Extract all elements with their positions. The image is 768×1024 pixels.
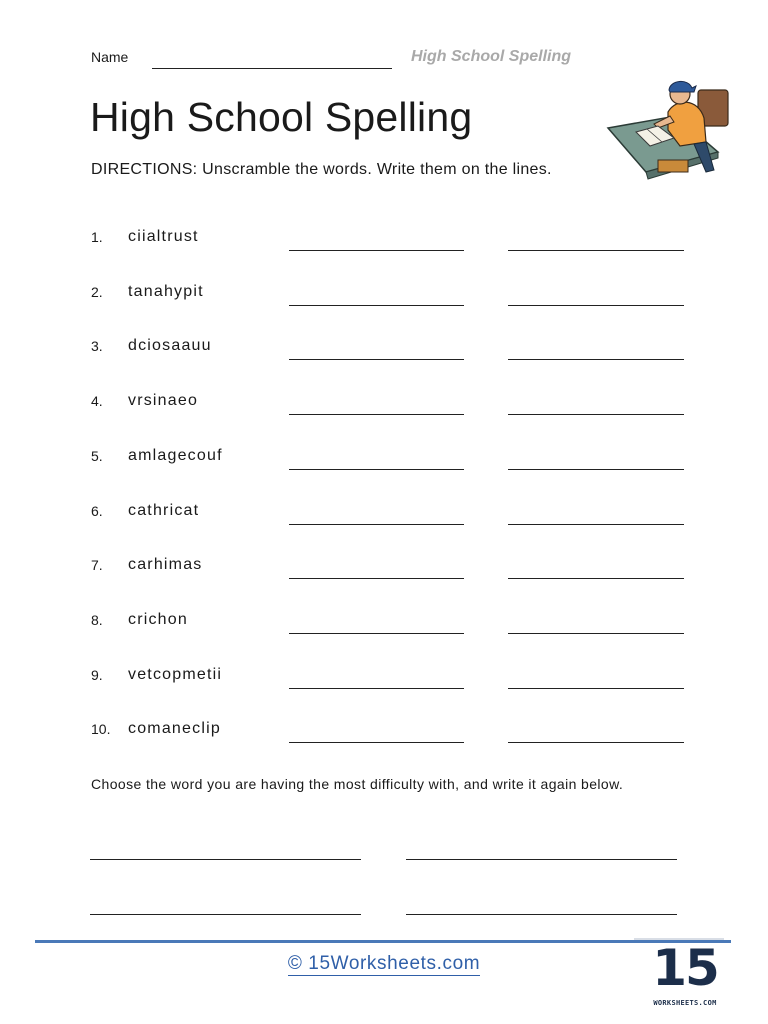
answer-line [289,359,464,360]
scrambled-word: dciosaauu [128,337,212,354]
scrambled-word: vetcopmetii [128,666,223,683]
page-title: High School Spelling [90,94,473,140]
answer-line [508,250,684,251]
answer-line [289,633,464,634]
item-number: 8. [91,612,103,628]
scrambled-word: amlagecouf [128,447,223,464]
list-item [0,667,768,697]
item-number: 4. [91,393,103,409]
list-item [0,503,768,533]
answer-line [508,578,684,579]
item-number: 3. [91,338,103,354]
item-number: 7. [91,557,103,573]
answer-line [508,524,684,525]
directions: DIRECTIONS: Unscramble the words. Write them on the lines. [91,161,552,178]
scrambled-word: cathricat [128,502,200,519]
item-number: 5. [91,448,103,464]
answer-line [508,305,684,306]
list-item [0,448,768,478]
answer-line [90,859,361,860]
answer-line [289,742,464,743]
answer-line [508,359,684,360]
item-number: 9. [91,667,103,683]
answer-line [406,859,677,860]
logo-number: 15 [652,939,718,997]
scrambled-word: ciialtrust [128,228,199,245]
scrambled-word: tanahypit [128,283,204,300]
student-studying-illustration [606,72,734,196]
answer-line [289,305,464,306]
header-tag: High School Spelling [411,48,571,65]
answer-line [508,414,684,415]
item-number: 2. [91,284,103,300]
item-number: 6. [91,503,103,519]
answer-line [508,742,684,743]
answer-line [289,524,464,525]
name-write-line [152,68,392,69]
list-item [0,393,768,423]
list-item [0,338,768,368]
scrambled-word: vrsinaeo [128,392,199,409]
logo-text: WORKSHEETS.COM [653,999,717,1007]
list-item [0,721,768,751]
answer-line [289,414,464,415]
worksheets-logo [646,939,724,1013]
item-number: 10. [91,721,111,737]
scrambled-word: crichon [128,611,188,628]
item-number: 1. [91,229,103,245]
answer-line [289,250,464,251]
scrambled-word: comaneclip [128,720,221,737]
name-label: Name [91,49,129,65]
answer-line [289,688,464,689]
choose-instructions: Choose the word you are having the most difficulty with, and write it again below. [91,776,624,792]
answer-line [508,469,684,470]
scrambled-word: carhimas [128,556,203,573]
answer-line [406,914,677,915]
list-item [0,229,768,259]
answer-line [508,688,684,689]
answer-line [90,914,361,915]
answer-line [289,578,464,579]
list-item [0,284,768,314]
list-item [0,557,768,587]
footer-link[interactable]: © 15Worksheets.com [287,953,481,974]
footer-rule [35,940,731,943]
answer-line [508,633,684,634]
list-item [0,612,768,642]
answer-line [289,469,464,470]
